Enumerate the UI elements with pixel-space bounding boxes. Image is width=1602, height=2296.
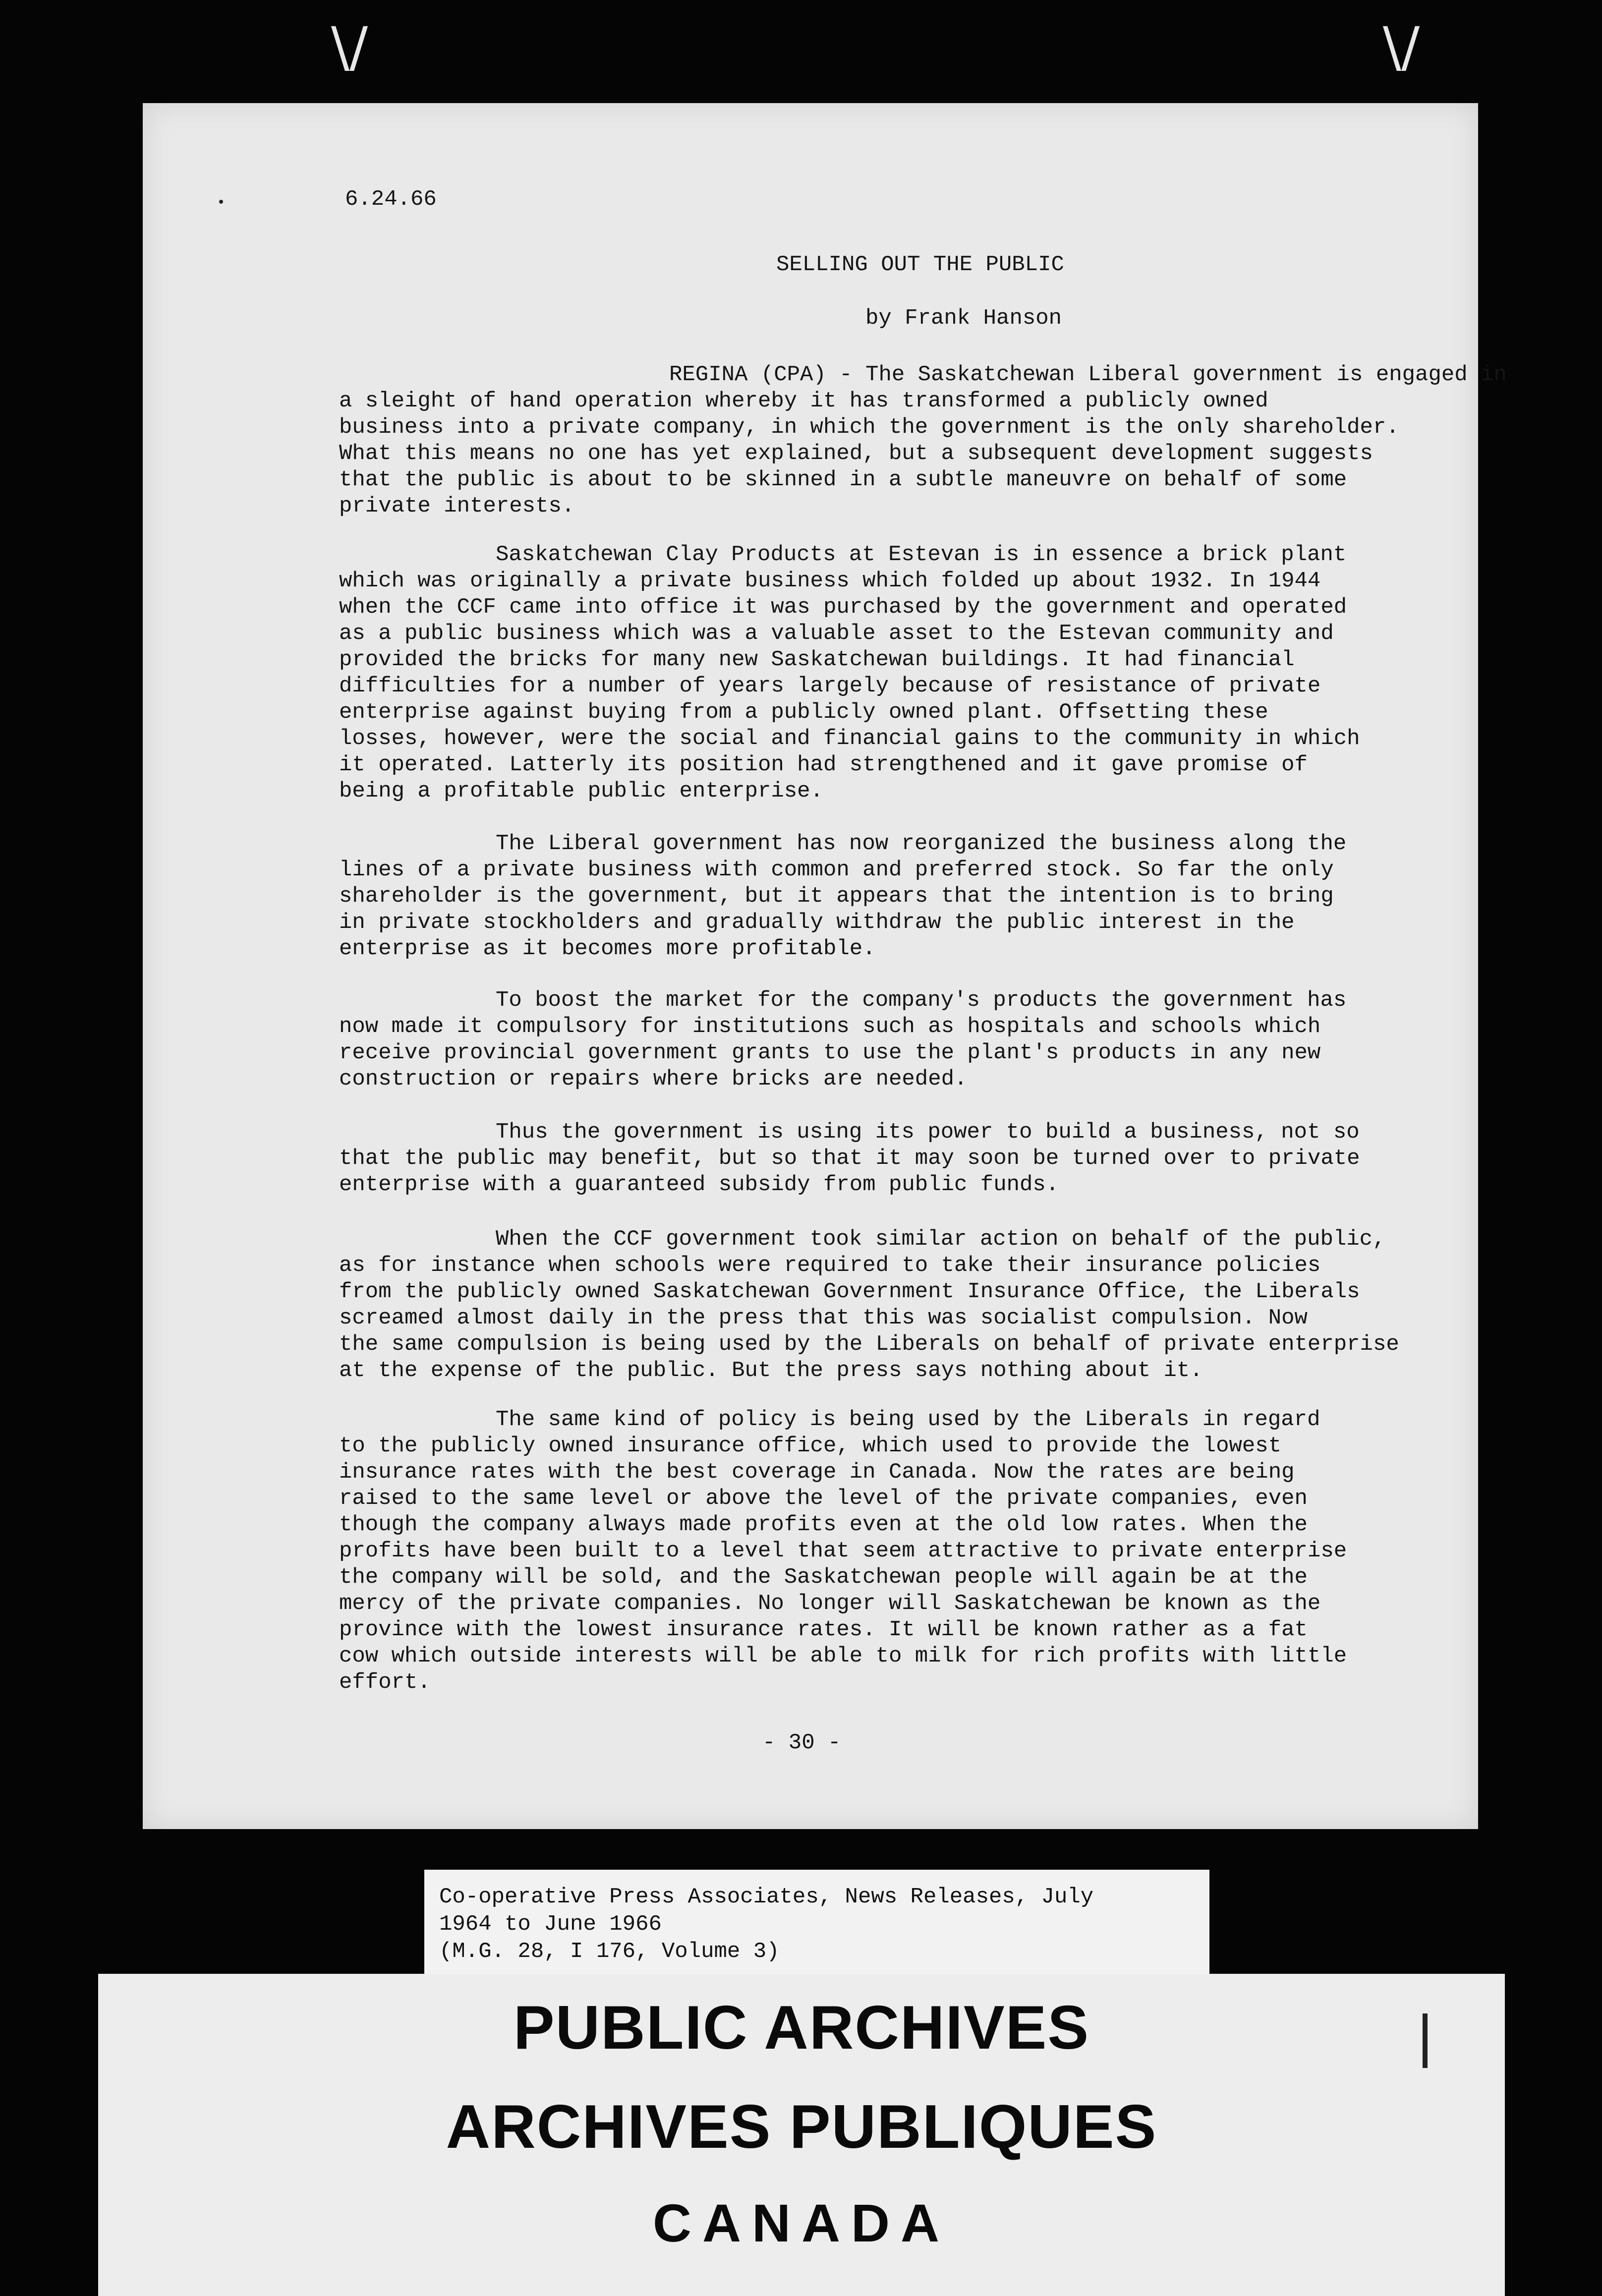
archive-stamp [98,1974,1505,2296]
film-edge-mark-right: \/ [1383,15,1420,79]
paragraph-1: REGINA (CPA) - The Saskatchewan Liberal government is engaged in a sleight of hand operation whereby it has transformed a publicly owned business into a private company, in which the government is the only shareholder. What this means no one has yet explained, but a subsequent development suggests that the public is about to be skinned in a subtle maneuvre on behalf of some private interests. [339,362,1507,518]
page-number: - 30 - [762,1730,841,1755]
paragraph-3: The Liberal government has now reorganized the business along the lines of a private business with common and preferred stock. So far the only shareholder is the government, but it appears that the intention is to bring in private stockholders and gradually withdraw the public interest in the enterprise as it becomes more profitable. [339,831,1347,961]
archive-stamp-line-english: PUBLIC ARCHIVES [513,1994,1090,2062]
paragraph-4: To boost the market for the company's products the government has now made it compulsory for institutions such as hospitals and schools which receive provincial government grants to use the plant's products in any new construction or repairs where bricks are needed. [339,988,1347,1091]
archive-stamp-line-country: CANADA [653,2193,950,2253]
archive-strip-mark [1423,2013,1428,2068]
document-date: 6.24.66 [345,187,437,212]
document-byline: by Frank Hanson [865,306,1062,331]
archive-stamp-line-french: ARCHIVES PUBLIQUES [446,2093,1157,2161]
source-label-text: Co-operative Press Associates, News Releases, July 1964 to June 1966 (M.G. 28, I 176, Volume 3) [439,1885,1094,1964]
source-label [424,1870,1209,1982]
paragraph-5: Thus the government is using its power to build a business, not so that the public may benefit, but so that it may soon be turned over to private enterprise with a guaranteed subsidy from public funds. [339,1120,1360,1197]
paragraph-7: The same kind of policy is being used by the Liberals in regard to the publicly owned insurance office, which used to provide the lowest insurance rates with the best coverage in Canada. Now the rates are being raised to the same level or above the level of the private companies, even though the company always made profits even at the old low rates. When the profits have been built to a level that seem attractive to private enterprise the company will be sold, and the Saskatchewan people will again be at the mercy of the private companies. No longer will Saskatchewan be known as the province with the lowest insurance rates. It will be known rather as a fat cow which outside interests will be able to milk for rich profits with little effort. [339,1407,1347,1695]
film-edge-mark-left: \/ [331,15,368,79]
document-page [143,103,1507,1829]
paragraph-6: When the CCF government took similar action on behalf of the public, as for instance when schools were required to take their insurance policies from the publicly owned Saskatchewan Government Insurance Office, the Liberals screamed almost daily in the press that this was socialist compulsion. Now the same compulsion is being used by the Liberals on behalf of private enterprise at the expense of the public. But the press says nothing about it. [339,1227,1399,1383]
document-title: SELLING OUT THE PUBLIC [776,252,1064,277]
paragraph-2: Saskatchewan Clay Products at Estevan is in essence a brick plant which was originally a private business which folded up about 1932. In 1944 when the CCF came into office it was purchased by the government and operated as a public business which was a valuable asset to the Estevan community and provided the bricks for many new Saskatchewan buildings. It had financial difficulties for a number of years largely because of resistance of private enterprise against buying from a publicly owned plant. Offsetting these losses, however, were the social and financial gains to the community in which it operated. Latterly its position had strengthened and it gave promise of being a profitable public enterprise. [339,542,1360,804]
page-speck [219,200,223,204]
